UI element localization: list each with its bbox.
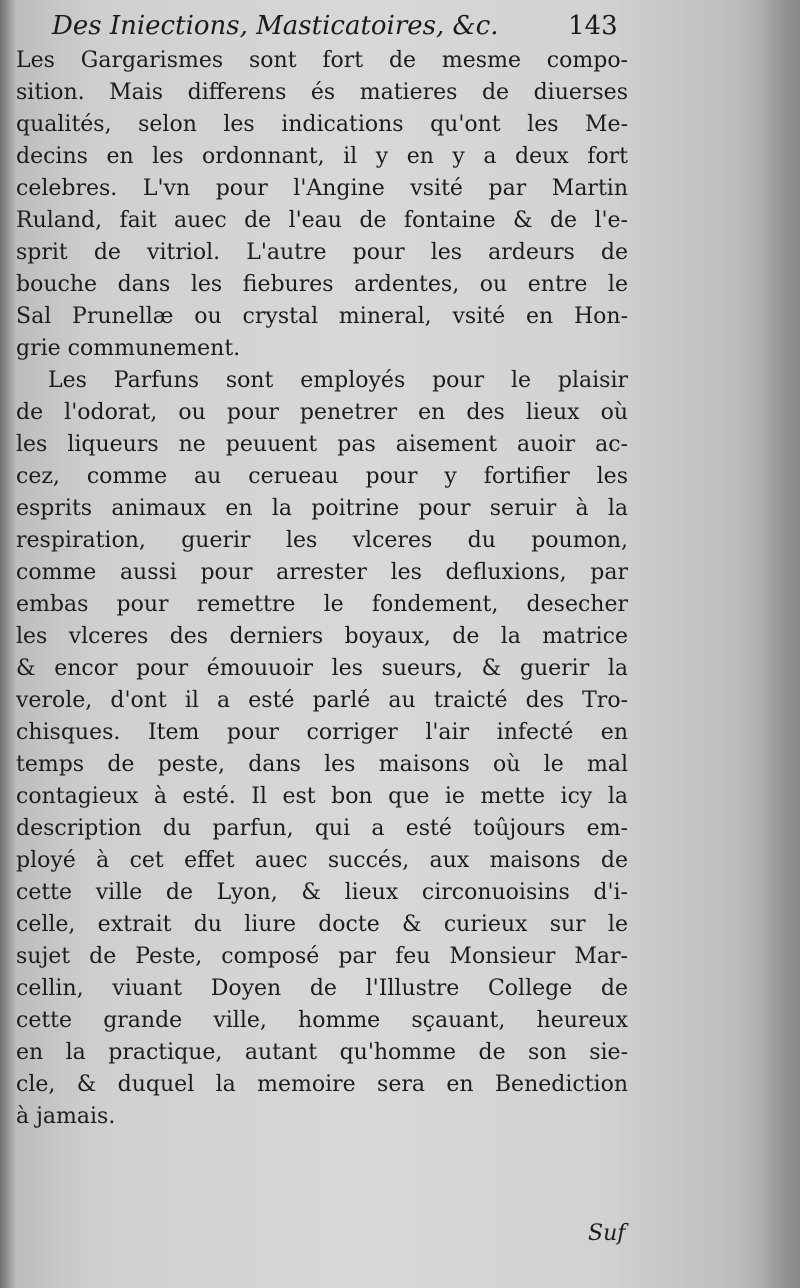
text-line: cle, & duquel la memoire sera en Benediction [16, 1072, 628, 1097]
text-line: bouche dans les fiebures ardentes, ou entre le [16, 272, 628, 297]
text-line: sujet de Peste, composé par feu Monsieur Mar- [16, 944, 628, 969]
paragraph-start-line: Les Parfuns sont employés pour le plaisir [48, 368, 628, 393]
text-line: decins en les ordonnant, il y en y a deux fort [16, 144, 628, 169]
text-line: comme aussi pour arrester les defluxions, par [16, 560, 628, 585]
page-number: 143 [568, 11, 618, 41]
paragraph-end-line: grie communement. [16, 336, 241, 361]
text-line: Sal Prunellæ ou crystal mineral, vsité en Hon- [16, 304, 628, 329]
text-line: cellin, viuant Doyen de l'Illustre College de [16, 976, 628, 1001]
paragraph-end-line: à jamais. [16, 1104, 116, 1129]
text-line: respiration, guerir les vlceres du poumon, [16, 528, 628, 553]
catchword: Suf [588, 1221, 626, 1246]
text-line: esprits animaux en la poitrine pour seruir à la [16, 496, 628, 521]
text-line: chisques. Item pour corriger l'air infecté en [16, 720, 628, 745]
text-line: en la practique, autant qu'homme de son sie- [16, 1040, 628, 1065]
text-line: contagieux à esté. Il est bon que ie mette icy la [16, 784, 628, 809]
text-line: description du parfun, qui a esté toûjours em- [16, 816, 628, 841]
page-edge-shadow [760, 0, 800, 1288]
text-line: celebres. L'vn pour l'Angine vsité par Martin [16, 176, 628, 201]
text-line: cez, comme au cerueau pour y fortifier les [16, 464, 628, 489]
text-line: Ruland, fait auec de l'eau de fontaine & de l'e- [16, 208, 628, 233]
text-line: les liqueurs ne peuuent pas aisement auoir ac- [16, 432, 628, 457]
text-line: temps de peste, dans les maisons où le mal [16, 752, 628, 777]
running-title: Des Iniections, Masticatoires, &c. [52, 11, 499, 41]
text-line: qualités, selon les indications qu'ont les Me- [16, 112, 628, 137]
text-line: sprit de vitriol. L'autre pour les ardeurs de [16, 240, 628, 265]
text-line: sition. Mais differens és matieres de diuerses [16, 80, 628, 105]
gutter-shadow [0, 0, 16, 1288]
body-text [16, 45, 628, 1133]
text-line: embas pour remettre le fondement, desecher [16, 592, 628, 617]
text-line: de l'odorat, ou pour penetrer en des lieux où [16, 400, 628, 425]
text-line: cette ville de Lyon, & lieux circonuoisins d'i- [16, 880, 628, 905]
text-line: Les Gargarismes sont fort de mesme compo- [16, 48, 628, 73]
text-line: cette grande ville, homme sçauant, heureux [16, 1008, 628, 1033]
text-line: verole, d'ont il a esté parlé au traicté des Tro- [16, 688, 628, 713]
text-line: & encor pour émouuoir les sueurs, & guerir la [16, 656, 628, 681]
text-line: celle, extrait du liure docte & curieux sur le [16, 912, 628, 937]
text-line: les vlceres des derniers boyaux, de la matrice [16, 624, 628, 649]
text-line: ployé à cet effet auec succés, aux maisons de [16, 848, 628, 873]
